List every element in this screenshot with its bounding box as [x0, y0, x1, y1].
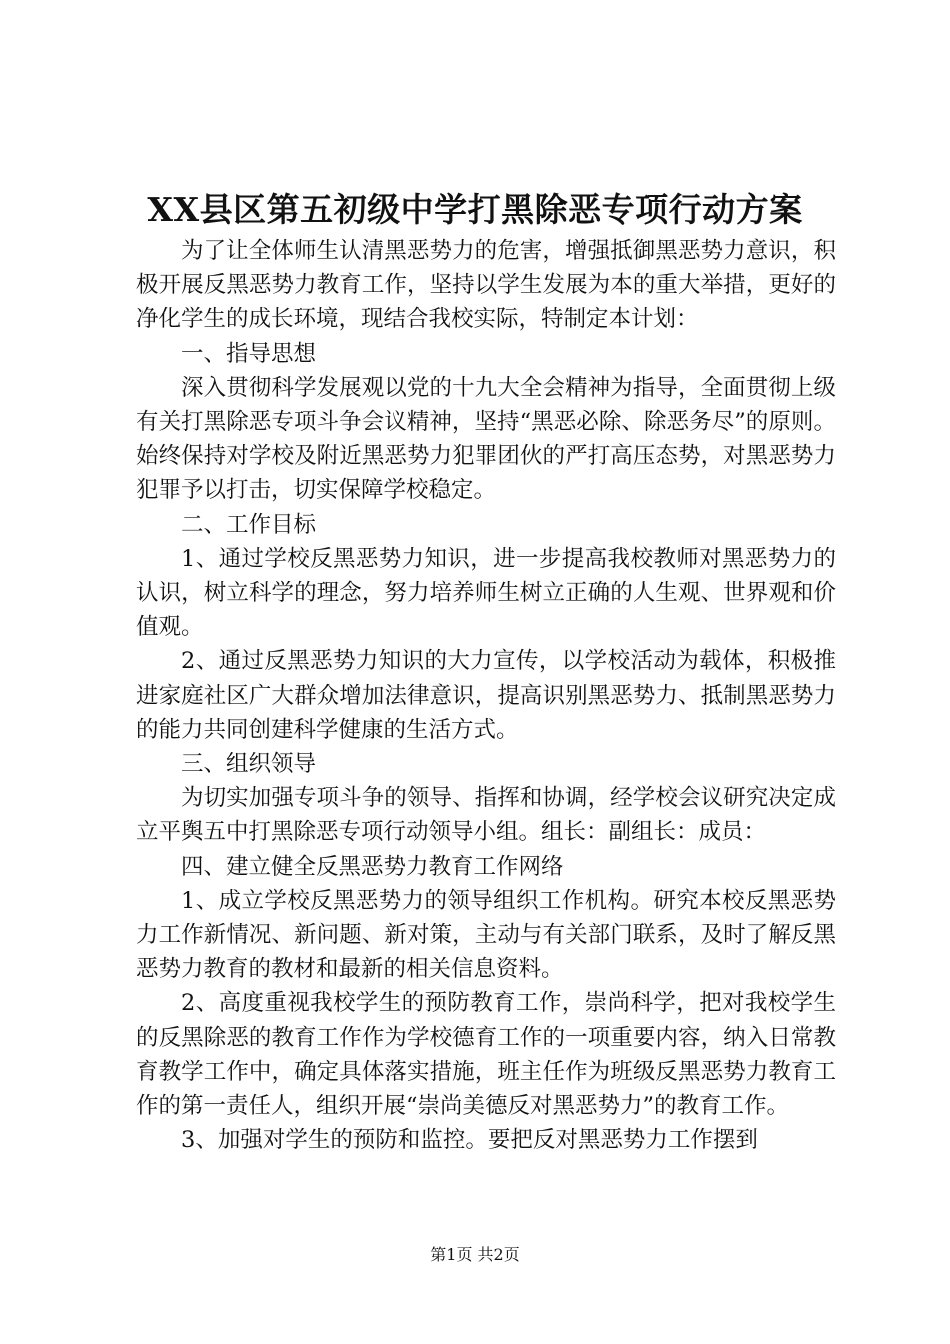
paragraph-guiding-ideology: 深入贯彻科学发展观以党的十九大全会精神为指导，全面贯彻上级有关打黑除恶专项斗争会议精神，坚持“黑恶必除、除恶务尽”的原则。始终保持对学校及附近黑恶势力犯罪团伙的严打高压态势，对黑恶势力犯罪予以打击，切实保障学校稳定。 [136, 374, 836, 504]
heading-network: 四、建立健全反黑恶势力教育工作网络 [181, 853, 564, 880]
paragraph-intro: 为了让全体师生认清黑恶势力的危害，增强抵御黑恶势力意识，积极开展反黑恶势力教育工作，坚持以学生发展为本的重大举措，更好的净化学生的成长环境，现结合我校实际，特制定本计划： [136, 238, 836, 333]
paragraph-goal-2: 2、通过反黑恶势力知识的大力宣传，以学校活动为载体，积极推进家庭社区广大群众增加法律意识，提高识别黑恶势力、抵制黑恶势力的能力共同创建科学健康的生活方式。 [136, 648, 836, 743]
heading-work-goals: 二、工作目标 [181, 511, 317, 538]
paragraph-network-3: 3、加强对学生的预防和监控。要把反对黑恶势力工作摆到 [181, 1127, 758, 1154]
heading-guiding-ideology: 一、指导思想 [181, 340, 317, 367]
paragraph-goal-1: 1、通过学校反黑恶势力知识，进一步提高我校教师对黑恶势力的认识，树立科学的理念，努力培养师生树立正确的人生观、世界观和价值观。 [136, 545, 836, 641]
paragraph-organization: 为切实加强专项斗争的领导、指挥和协调，经学校会议研究决定成立平舆五中打黑除恶专项行动领导小组。组长：副组长：成员： [136, 785, 836, 846]
document-body [136, 234, 836, 1157]
heading-organization: 三、组织领导 [181, 751, 317, 778]
paragraph-network-2: 2、高度重视我校学生的预防教育工作，崇尚科学，把对我校学生的反黑除恶的教育工作作为学校德育工作的一项重要内容，纳入日常教育教学工作中，确定具体落实措施，班主任作为班级反黑恶势力教育工作的第一责任人，组织开展“崇尚美德反对黑恶势力”的教育工作。 [136, 990, 836, 1120]
page-number-footer: 第1页 共2页 [430, 1245, 520, 1264]
document-title: XX县区第五初级中学打黑除恶专项行动方案 [147, 190, 803, 229]
paragraph-network-1: 1、成立学校反黑恶势力的领导组织工作机构。研究本校反黑恶势力工作新情况、新问题、新对策，主动与有关部门联系，及时了解反黑恶势力教育的教材和最新的相关信息资料。 [136, 887, 836, 983]
